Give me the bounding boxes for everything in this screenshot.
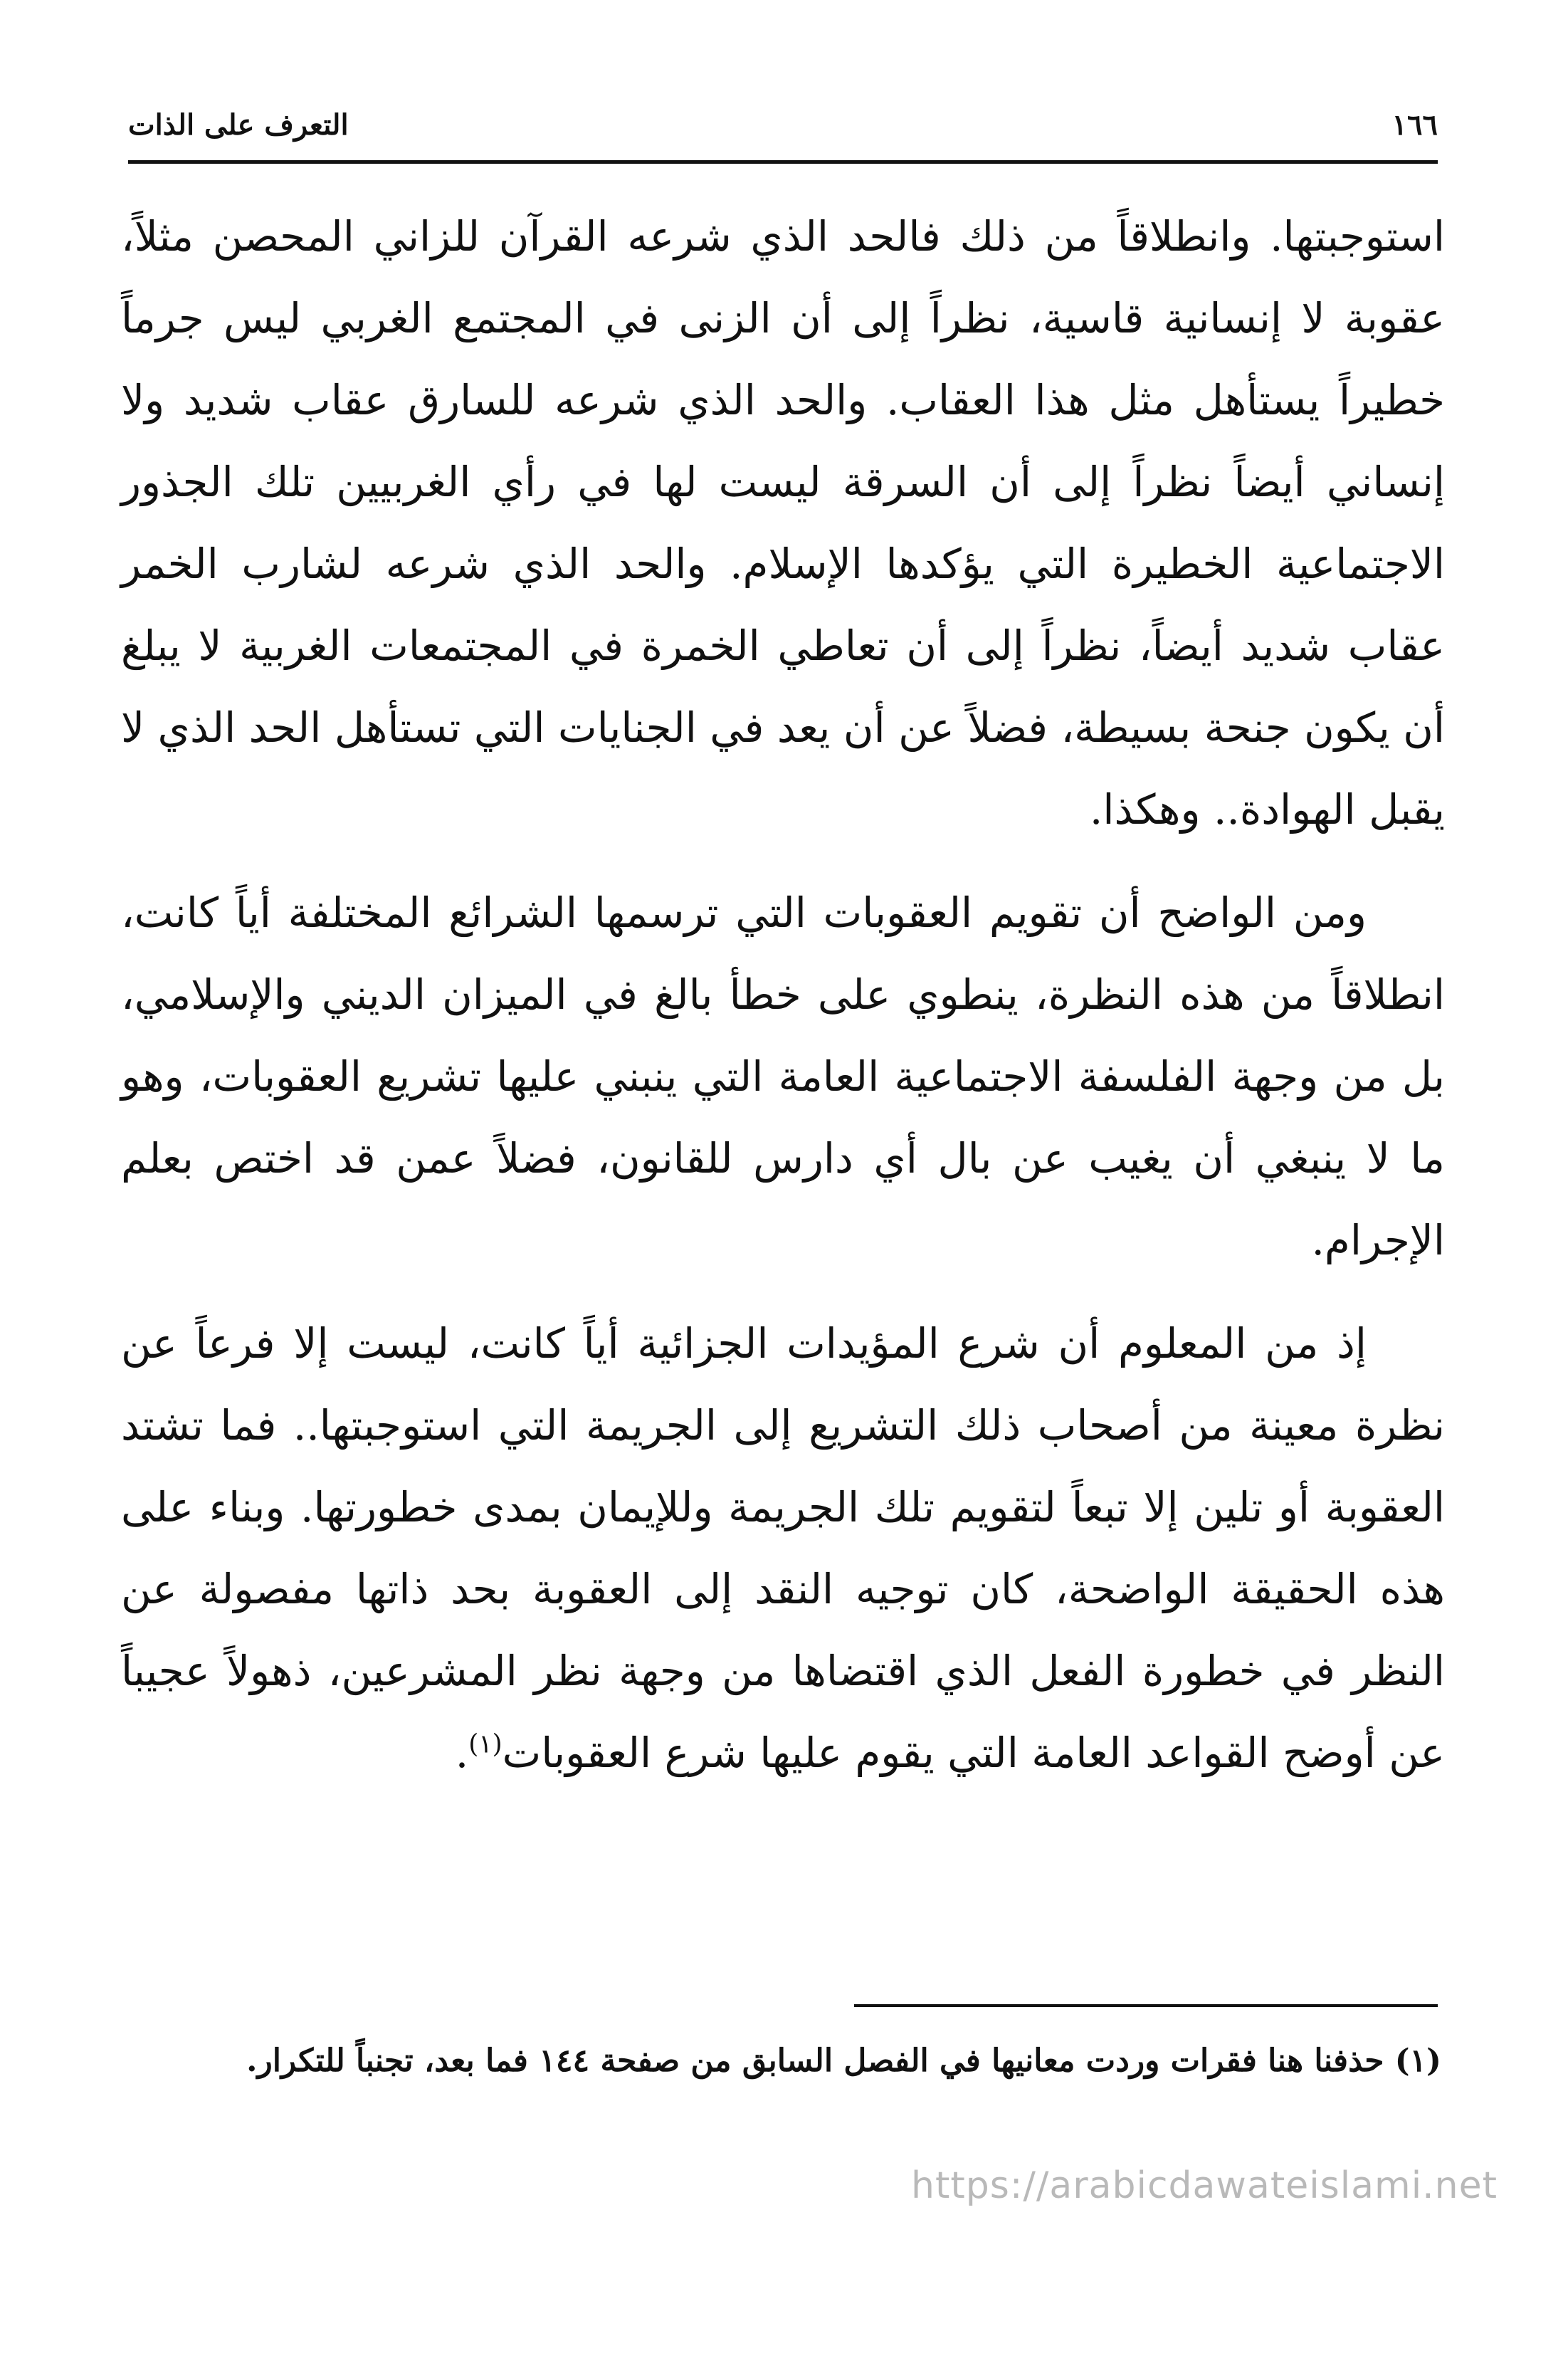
paragraph-3	[121, 1303, 1445, 1794]
footnote-reference[interactable]: (١)	[468, 1729, 503, 1759]
paragraph-1: استوجبتها. وانطلاقاً من ذلك فالحد الذي شرعه القرآن للزاني المحصن مثلاً، عقوبة لا إنسانية قاسية، نظراً إلى أن الزنى في المجتمع الغربي ليس جرماً خطيراً يستأهل مثل هذا العقاب. والحد الذي شرعه للسارق عقاب شديد ولا إنساني أيضاً نظراً إلى أن السرقة ليست لها في رأي الغربيين تلك الجذور الاجتماعية الخطيرة التي يؤكدها الإسلام. والحد الذي شرعه لشارب الخمر عقاب شديد أيضاً، نظراً إلى أن تعاطي الخمرة في المجتمعات الغربية لا يبلغ أن يكون جنحة بسيطة، فضلاً عن أن يعد في الجنايات التي تستأهل الحد الذي لا يقبل الهوادة.. وهكذا.	[121, 212, 1445, 834]
paragraph-3-period: .	[455, 1729, 469, 1777]
header-title: التعرف على الذات	[128, 108, 349, 142]
page-number: ١٦٦	[1391, 108, 1438, 142]
paragraph-3-text: إذ من المعلوم أن شرع المؤيدات الجزائية أياً كانت، ليست إلا فرعاً عن نظرة معينة من أصحاب ذلك التشريع إلى الجريمة التي استوجبتها.. فما تشتد العقوبة أو تلين إلا تبعاً لتقويم تلك الجريمة وللإيمان بمدى خطورتها. وبناء على هذه الحقيقة الواضحة، كان توجيه النقد إلى العقوبة بحد ذاتها مفصولة عن النظر في خطورة الفعل الذي اقتضاها من وجهة نظر المشرعين، ذهولاً عجيباً عن أوضح القواعد العامة التي يقوم عليها شرع العقوبات	[121, 1319, 1445, 1777]
running-header	[128, 96, 1438, 153]
paragraph-2: ومن الواضح أن تقويم العقوبات التي ترسمها الشرائع المختلفة أياً كانت، انطلاقاً من هذه النظرة، ينطوي على خطأ بالغ في الميزان الديني والإسلامي، بل من وجهة الفلسفة الاجتماعية العامة التي ينبني عليها تشريع العقوبات، وهو ما لا ينبغي أن يغيب عن بال أي دارس للقانون، فضلاً عمن قد اختص بعلم الإجرام.	[121, 889, 1445, 1264]
footnote-rule	[854, 2004, 1438, 2007]
watermark-url: https://arabicdawateislami.net	[911, 2164, 1498, 2207]
body-text	[121, 196, 1445, 1794]
footnote-text: (١) حذفنا هنا فقرات وردت معانيها في الفصل السابق من صفحة ١٤٤ فما بعد، تجنباً للتكرار.	[246, 2043, 1441, 2079]
header-rule	[128, 160, 1438, 164]
